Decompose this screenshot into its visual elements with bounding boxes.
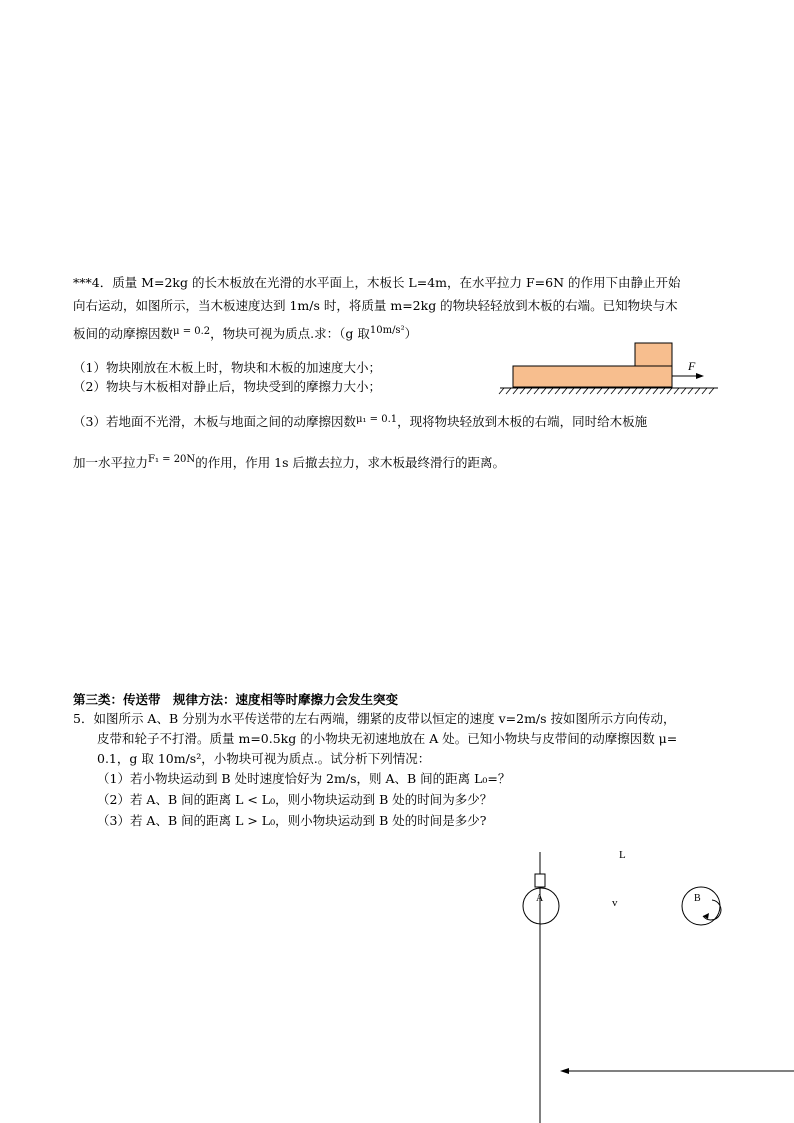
ground-hatching	[499, 388, 718, 394]
label-v: v	[612, 897, 618, 909]
hatch-mark	[695, 388, 700, 394]
hatch-mark	[604, 388, 609, 394]
hatch-mark	[583, 388, 588, 394]
force-arrow	[672, 373, 704, 379]
long-board	[513, 366, 672, 387]
problem5-line1: 5．如图所示 A、B 分别为水平传送带的左右两端，绷紧的皮带以恒定的速度 v=2m/s 按如图所示方向传动，	[73, 711, 676, 726]
wheel-mount	[535, 874, 545, 887]
hatch-mark	[688, 388, 693, 394]
g-value: 10m/s²	[369, 325, 405, 336]
problem4-q3-suffix: ，现将物块轻放到木板的右端，同时给木板施	[397, 414, 648, 429]
hatch-mark	[618, 388, 623, 394]
label-B: B	[694, 893, 701, 904]
hatch-mark	[520, 388, 525, 394]
mu-formula: μ = 0.2	[173, 326, 211, 337]
label-A: A	[536, 893, 544, 904]
hatch-mark	[646, 388, 651, 394]
small-block	[635, 343, 672, 366]
problem4-q1: （1）物块刚放在木板上时，物块和木板的加速度大小；	[73, 360, 381, 375]
hatch-mark	[506, 388, 511, 394]
hatch-mark	[660, 388, 665, 394]
mu1-formula: μ₁ = 0.1	[355, 414, 398, 425]
label-L: L	[619, 849, 626, 861]
hatch-mark	[653, 388, 658, 394]
hatch-mark	[674, 388, 679, 394]
problem4-q3b-suffix: 的作用，作用 1s 后撤去拉力，求木板最终滑行的距离。	[195, 455, 506, 470]
hatch-mark	[513, 388, 518, 394]
problem5-q2: （2）若 A、B 间的距离 L < L₀，则小物块运动到 B 处的时间为多少？	[97, 792, 493, 807]
hatch-mark	[632, 388, 637, 394]
problem4-line2: 向右运动，如图所示，当木板速度达到 1m/s 时，将质量 m=2kg 的物块轻轻放到木板的右端。已知物块与木	[73, 298, 678, 313]
problem5-line2: 皮带和轮子不打滑。质量 m=0.5kg 的小物块无初速地放在 A 处。已知小物块与皮带间的动摩擦因数 μ=	[97, 731, 678, 746]
hatch-mark	[639, 388, 644, 394]
hatch-mark	[576, 388, 581, 394]
hatch-mark	[534, 388, 539, 394]
problem4-q3-prefix: （3）若地面不光滑，木板与地面之间的动摩擦因数	[73, 414, 356, 429]
section3-title: 第三类：传送带 规律方法：速度相等时摩擦力会发生突变	[73, 692, 399, 707]
problem4-line1: ***4．质量 M=2kg 的长木板放在光滑的水平面上，木板长 L=4m，在水平拉力 F=6N 的作用下由静止开始	[73, 275, 681, 290]
hatch-mark	[590, 388, 595, 394]
problem4-line3-mid: ，物块可视为质点.求：（g 取	[210, 326, 370, 341]
hatch-mark	[569, 388, 574, 394]
hatch-mark	[597, 388, 602, 394]
hatch-mark	[562, 388, 567, 394]
problem4-line3-prefix: 板间的动摩擦因数	[73, 326, 174, 341]
problem5-line3: 0.1，g 取 10m/s²，小物块可视为质点.。试分析下列情况：	[97, 751, 431, 766]
hatch-mark	[548, 388, 553, 394]
hatch-mark	[681, 388, 686, 394]
problem5-q3: （3）若 A、B 间的距离 L > L₀，则小物块运动到 B 处的时间是多少?	[97, 813, 487, 828]
hatch-mark	[625, 388, 630, 394]
hatch-mark	[611, 388, 616, 394]
hatch-mark	[555, 388, 560, 394]
force-label-F: F	[688, 359, 696, 373]
hatch-mark	[702, 388, 707, 394]
hatch-mark	[667, 388, 672, 394]
hatch-mark	[709, 388, 714, 394]
f1-formula: F₁ = 20N	[148, 454, 196, 465]
belt-arrow	[560, 1068, 794, 1074]
problem4-line3-suffix: ）	[404, 326, 418, 341]
problem4-q3b-prefix: 加一水平拉力	[73, 455, 149, 470]
hatch-mark	[527, 388, 532, 394]
hatch-mark	[541, 388, 546, 394]
problem4-q2: （2）物块与木板相对静止后，物块受到的摩擦力大小；	[73, 379, 381, 394]
problem5-q1: （1）若小物块运动到 B 处时速度恰好为 2m/s，则 A、B 间的距离 L₀=？	[97, 771, 511, 786]
rotation-arrowhead-icon	[703, 913, 709, 919]
hatch-mark	[499, 388, 504, 394]
